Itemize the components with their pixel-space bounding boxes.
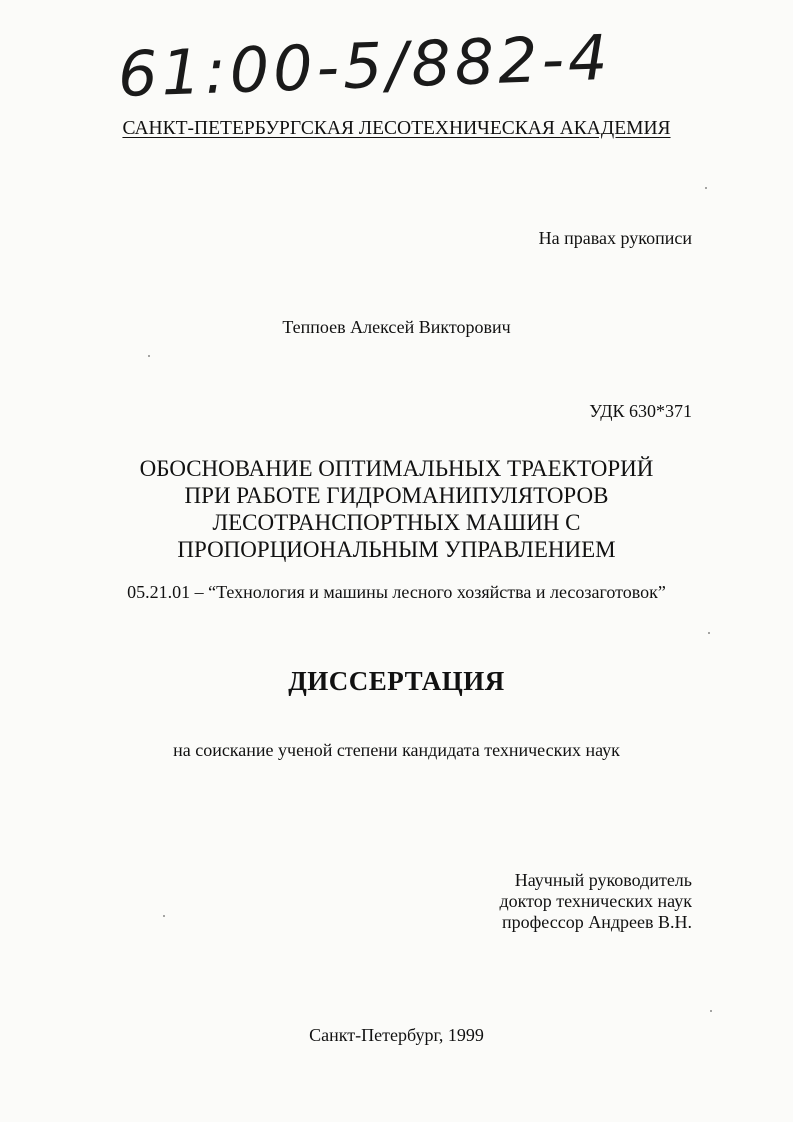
supervisor-line: доктор технических наук [499, 891, 692, 911]
author-name: Теппоев Алексей Викторович [282, 317, 511, 337]
supervisor-block [500, 870, 693, 933]
manuscript-rights-note: На правах рукописи [538, 228, 692, 248]
thesis-title-line: ОБОСНОВАНИЕ ОПТИМАЛЬНЫХ ТРАЕКТОРИЙ [139, 456, 654, 481]
handwritten-call-number: 61:00-5/882-4 [116, 20, 613, 111]
scan-speck [163, 915, 165, 917]
thesis-title [0, 455, 793, 563]
document-type-heading: ДИССЕРТАЦИЯ [288, 666, 505, 696]
supervisor-line: профессор Андреев В.Н. [502, 912, 692, 932]
thesis-title-line: ПРИ РАБОТЕ ГИДРОМАНИПУЛЯТОРОВ [184, 483, 609, 508]
city-and-year: Санкт-Петербург, 1999 [309, 1025, 484, 1045]
scan-speck [710, 1010, 712, 1012]
institution-name: САНКТ-ПЕТЕРБУРГСКАЯ ЛЕСОТЕХНИЧЕСКАЯ АКАДЕМИЯ [122, 118, 671, 139]
scan-speck [148, 355, 150, 357]
degree-statement: на соискание ученой степени кандидата технических наук [173, 740, 620, 760]
scan-speck [708, 632, 710, 634]
scan-speck [705, 187, 707, 189]
specialty-code: 05.21.01 – “Технология и машины лесного хозяйства и лесозаготовок” [127, 582, 666, 602]
supervisor-line: Научный руководитель [514, 870, 692, 890]
thesis-title-line: ЛЕСОТРАНСПОРТНЫХ МАШИН С [212, 510, 581, 535]
thesis-title-line: ПРОПОРЦИОНАЛЬНЫМ УПРАВЛЕНИЕМ [177, 537, 616, 562]
udc-code: УДК 630*371 [589, 401, 692, 421]
